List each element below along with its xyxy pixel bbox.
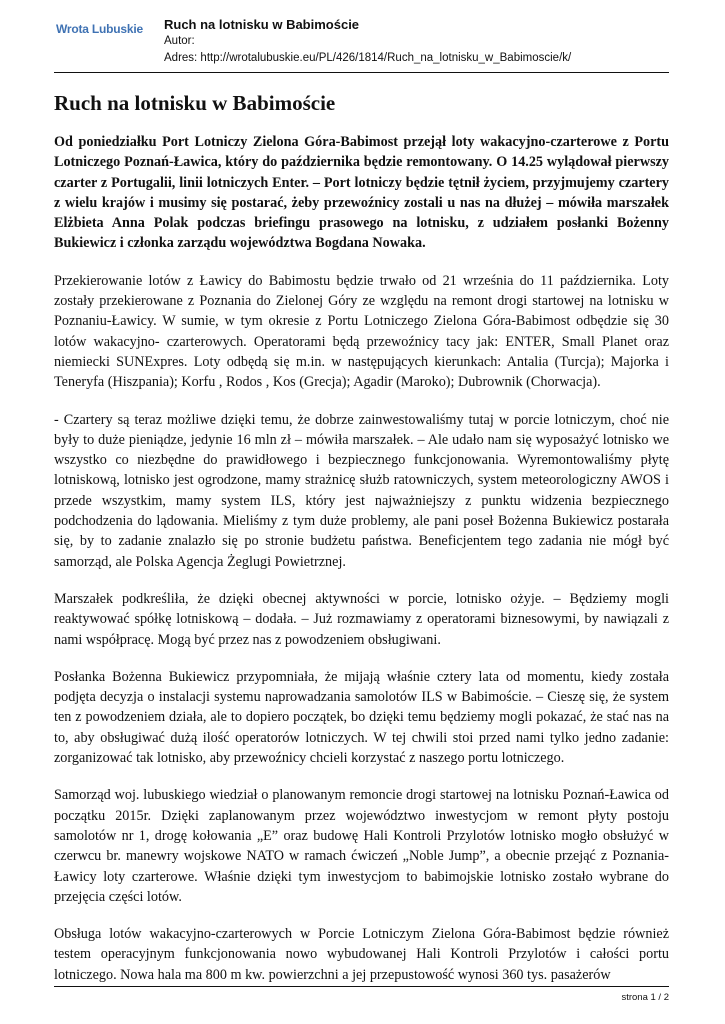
- header-author: Autor:: [164, 35, 195, 47]
- article: [54, 90, 669, 985]
- article-title: Ruch na lotnisku w Babimoście: [54, 91, 336, 115]
- article-paragraph: Marszałek podkreśliła, że dzięki obecnej aktywności w porcie, lotnisko ożyje. – Będziemy mogli reaktywować spółkę lotniskową – dodała. – Już rozmawiamy z operatorami biznesowymi, by nawiązali z nami współpracę. Mogą być przez nas z powodzeniem obsługiwani.: [54, 590, 669, 648]
- header-meta: [164, 16, 571, 67]
- article-paragraph: Posłanka Bożenna Bukiewicz przypomniała, że mijają właśnie cztery lata od momentu, kiedy została podjęta decyzja o instalacji systemu naprowadzania samolotów ILS w Babimoście. – Cieszę się, że system ten z powodzeniem działa, ale to dopiero początek, bo dzięki temu będziemy mogli pokazać, że stać nas na to, aby obsługiwać dużą ilość operatorów lotniczych. W tej chwili stoi przed nami tylko jedno zadanie: zorganizować tak lotnisko, aby przewoźnicy chcieli korzystać z naszego portu lotniczego.: [54, 668, 669, 767]
- article-paragraph: - Czartery są teraz możliwe dzięki temu, że dobrze zainwestowaliśmy tutaj w porcie lotniczym, choć nie były to duże pieniądze, jedynie 16 mln zł – mówiła marszałek. – Ale udało nam się wyposażyć lotnisko we wszystko co niezbędne do prawidłowego i bezpiecznego funkcjonowania. Wyremontowaliśmy płytę lotniskową, lotnisko jest ogrodzone, mamy strażnicę służb ratowniczych, system meteorologiczny AWOS i przede wszystkim, mamy system ILS, który jest najważniejszy z punktu widzenia bezpiecznego podchodzenia do lądowania. Mieliśmy z tym duże problemy, ale pani poseł Bożenna Bukiewicz postarała się, by to zadanie znalazło się po stronie budżetu państwa. Beneficjentem tego zadania nie mógł być samorząd, ale Polska Agencja Żeglugi Powietrznej.: [54, 411, 669, 570]
- page-number: strona 1 / 2: [621, 992, 669, 1003]
- header-address[interactable]: Adres: http://wrotalubuskie.eu/PL/426/1814/Ruch_na_lotnisku_w_Babimoscie/k/: [164, 52, 572, 64]
- logo[interactable]: Wrota Lubuskie: [56, 22, 143, 36]
- header-divider: [54, 72, 669, 73]
- article-paragraph: Obsługa lotów wakacyjno-czarterowych w Porcie Lotniczym Zielona Góra-Babimost będzie również testem operacyjnym funkcjonowania nowo wybudowanej Hali Kontroli Przylotów i całości portu lotniczego. Nowa hala ma 800 m kw. powierzchni a jej przepustowość wynosi 360 tys. pasażerów: [54, 926, 669, 983]
- article-paragraph: Przekierowanie lotów z Ławicy do Babimostu będzie trwało od 21 września do 11 października. Loty zostały przekierowane z Poznania do Zielonej Góry ze względu na remont drogi startowej na lotnisku w Poznaniu-Ławicy. W sumie, w tym okresie z Portu Lotniczego Zielona Góra-Babimost odbędzie się 30 lotów wakacyjno- czarterowych. Operatorami będą przewoźnicy tacy jak: ENTER, Small Planet oraz niemiecki SUNExpres. Loty odbędą się m.in. w następujących kierunkach: Antalia (Turcja); Majorka i Teneryfa (Hiszpania); Korfu , Rodos , Kos (Grecja); Agadir (Maroko); Dubrownik (Chorwacja).: [54, 272, 669, 391]
- article-lead: Od poniedziałku Port Lotniczy Zielona Góra-Babimost przejął loty wakacyjno-czarterowe z Portu Lotniczego Poznań-Ławica, który do października będzie remontowany. O 14.25 wylądował pierwszy czarter z Portugalii, linii lotniczych Enter. – Port lotniczy będzie tętnił życiem, przyjmujemy czartery z wielu krajów i musimy się postarać, żeby przewoźnicy zostali u nas na dłużej – mówiła marszałek Elżbieta Anna Polak podczas briefingu prasowego na lotnisku, z udziałem posłanki Bożenny Bukiewicz i członka zarządu województwa Bogdana Nowaka.: [54, 134, 669, 252]
- footer-divider: [54, 986, 669, 987]
- header-title: Ruch na lotnisku w Babimoście: [164, 17, 360, 32]
- document-header: [0, 0, 725, 72]
- article-paragraph: Samorząd woj. lubuskiego wiedział o planowanym remoncie drogi startowej na lotnisku Poznań-Ławica od początku 2015r. Dzięki zaplanowanym przez województwo inwestycjom w remont płyty postoju samolotów nr 1, drogę kołowania „E” oraz budowę Hali Kontroli Przylotów lotnisko mogło obsłużyć w czerwcu br. manewry wojskowe NATO w ramach ćwiczeń „Noble Jump”, a obecnie przejąć z Poznania-Ławicy loty czarterowe. Właśnie dzięki tym inwestycjom to babimojskie lotnisko zostało wybrane do przejęcia części lotów.: [54, 787, 669, 905]
